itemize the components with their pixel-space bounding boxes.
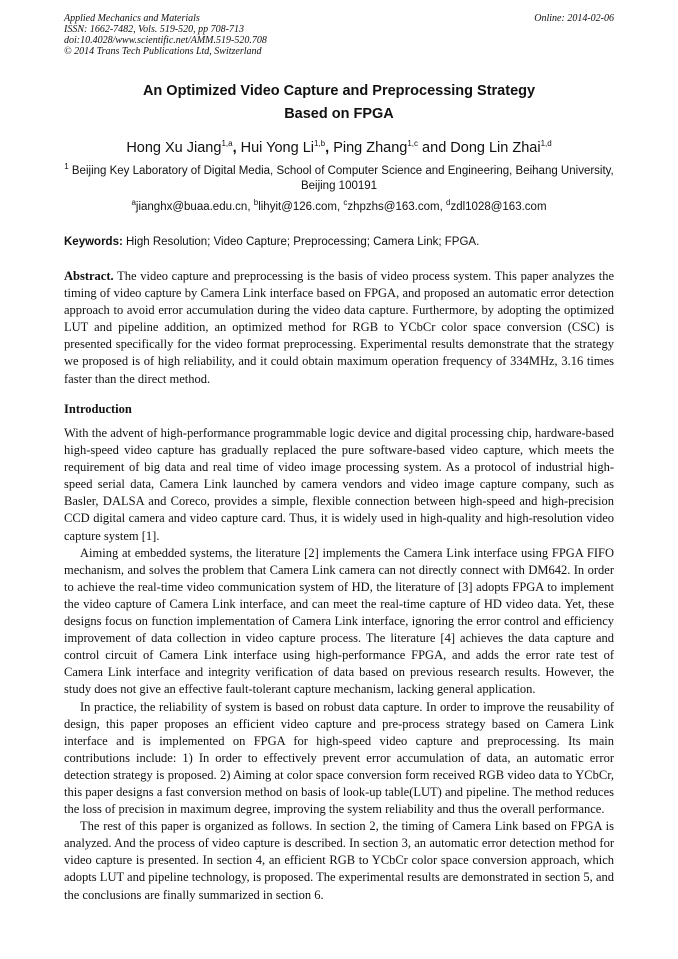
doi-line: doi:10.4028/www.scientific.net/AMM.519-520.708 [64, 35, 267, 46]
paragraph: Aiming at embedded systems, the literature [2] implements the Camera Link interface using FPGA FIFO mechanism, and solves the problem that Camera Link camera can not directly connect with DM642. In order to achieve the real-time video communication system of HD, the literature of [3] adopts FPGA to implement the video capture of Camera Link interface, and can meet the real-time capture of HD video data. Yet, these designs focus on function implementation of Camera Link interface, ignoring the error control and efficiency improvement of data collection in video capture process. The literature [4] achieves the data capture and control circuit of Camera Link interface using high-performance FPGA, and adds the error rate test of Camera Link interface and integrity verification of data based on previous research results. However, the study does not give an effective fault-tolerant capture mechanism, lacking general application. [64, 545, 614, 697]
email-sup: d [446, 198, 451, 208]
author-sep: , [232, 140, 241, 156]
abstract-label: Abstract. [64, 269, 114, 283]
abstract [64, 268, 614, 388]
issn-line: ISSN: 1662-7482, Vols. 519-520, pp 708-713 [64, 24, 244, 35]
section-heading-introduction: Introduction [64, 402, 132, 416]
author-sup: 1,c [407, 139, 419, 149]
introduction-body [64, 425, 614, 904]
email-list [64, 200, 614, 215]
affiliation-text: Beijing Key Laboratory of Digital Media, School of Computer Science and Engineering, Beihang University, Beijing 100191 [71, 165, 614, 192]
keywords-label: Keywords: [64, 236, 123, 248]
author-list [64, 138, 614, 158]
email-address[interactable]: zhpzhs@163.com [347, 201, 440, 213]
author-name: Dong Lin Zhai [450, 140, 541, 156]
paragraph: The rest of this paper is organized as follows. In section 2, the timing of Camera Link based on FPGA is analyzed. And the process of video capture is described. In section 3, an automatic error detection method for video capture is presented. In section 4, an efficient RGB to YCbCr color space conversion approach, which adopts LUT and pipeline technology, is proposed. The experimental results are demonstrated in section 5, and the conclusions are finally summarized in section 6. [64, 819, 614, 902]
author-sep: and [418, 140, 451, 156]
paper-title [64, 80, 614, 126]
affiliation-sup: 1 [64, 162, 69, 172]
keywords-text: High Resolution; Video Capture; Preprocessing; Camera Link; FPGA. [126, 236, 480, 248]
email-address[interactable]: zdl1028@163.com [450, 201, 547, 213]
email-sup: b [253, 198, 259, 208]
email-sep: , [439, 201, 446, 213]
author-name: Ping Zhang [333, 140, 408, 156]
email-address[interactable]: lihyit@126.com [258, 201, 337, 213]
author-sep: , [325, 140, 334, 156]
keywords [64, 235, 614, 250]
email-sep: , [336, 201, 344, 213]
email-address[interactable]: jianghx@buaa.edu.cn [135, 201, 248, 213]
paragraph: With the advent of high-performance programmable logic device and digital processing chip, hardware-based high-speed video capture has gradually replaced the pure software-based video capture, which meets the requirement of big data and real time of video image processing system. As a protocol of industrial high-speed serial data, Camera Link launched by camera vendors and video image capture company, such as Basler, DALSA and Coreco, provides a simple, flexible connection between high-speed and high-precision CCD digital camera and video capture card. Thus, it is widely used in high-quality and high-resolution video capture system [1]. [64, 426, 614, 543]
author-sup: 1,b [314, 139, 326, 149]
email-sup: c [343, 198, 348, 208]
title-line-1: An Optimized Video Capture and Preprocessing Strategy [142, 83, 536, 99]
journal-header [64, 13, 614, 57]
email-sup: a [131, 198, 136, 208]
paragraph: In practice, the reliability of system is based on robust data capture. In order to improve the reusability of design, this paper proposes an efficient video capture and pre-process strategy based on Camera Link interface and is implemented on FPGA for high-speed video capture and preprocessing. Its main contributions include: 1) In order to effectively prevent error accumulation of data, an automatic error detection strategy is proposed. 2) Aiming at color space conversion form received RGB video data to YCbCr, this paper designs a fast conversion method on basis of look-up table(LUT) and pipeline. The method reduces the loss of precision in maximum degree, improving the system reliability and thus the overall performance. [64, 699, 614, 817]
copyright-line: © 2014 Trans Tech Publications Ltd, Switzerland [64, 46, 262, 57]
title-line-2: Based on FPGA [284, 106, 394, 122]
journal-name: Applied Mechanics and Materials [64, 13, 200, 24]
author-name: Hui Yong Li [240, 140, 314, 156]
author-sup: 1,a [221, 139, 233, 149]
email-sep: , [247, 201, 254, 213]
author-name: Hong Xu Jiang [126, 140, 222, 156]
online-date: Online: 2014-02-06 [534, 13, 614, 24]
abstract-text: The video capture and preprocessing is the basis of video process system. This paper analyzes the timing of video capture by Camera Link interface based on FPGA, and proposed an automatic error detection approach to avoid error accumulation during the video data capture. Furthermore, by adopting the optimized LUT and pipeline addition, an optimized method for RGB to YCbCr color space conversion (CSC) is presented specifically for the video format preprocessing. Experimental results demonstrate that the strategy we proposed is of high reliability, and it could obtain maximum operation frequency of 334MHz, 3.16 times faster than the direct method. [64, 269, 615, 386]
affiliation [64, 164, 614, 194]
author-sup: 1,d [540, 139, 552, 149]
